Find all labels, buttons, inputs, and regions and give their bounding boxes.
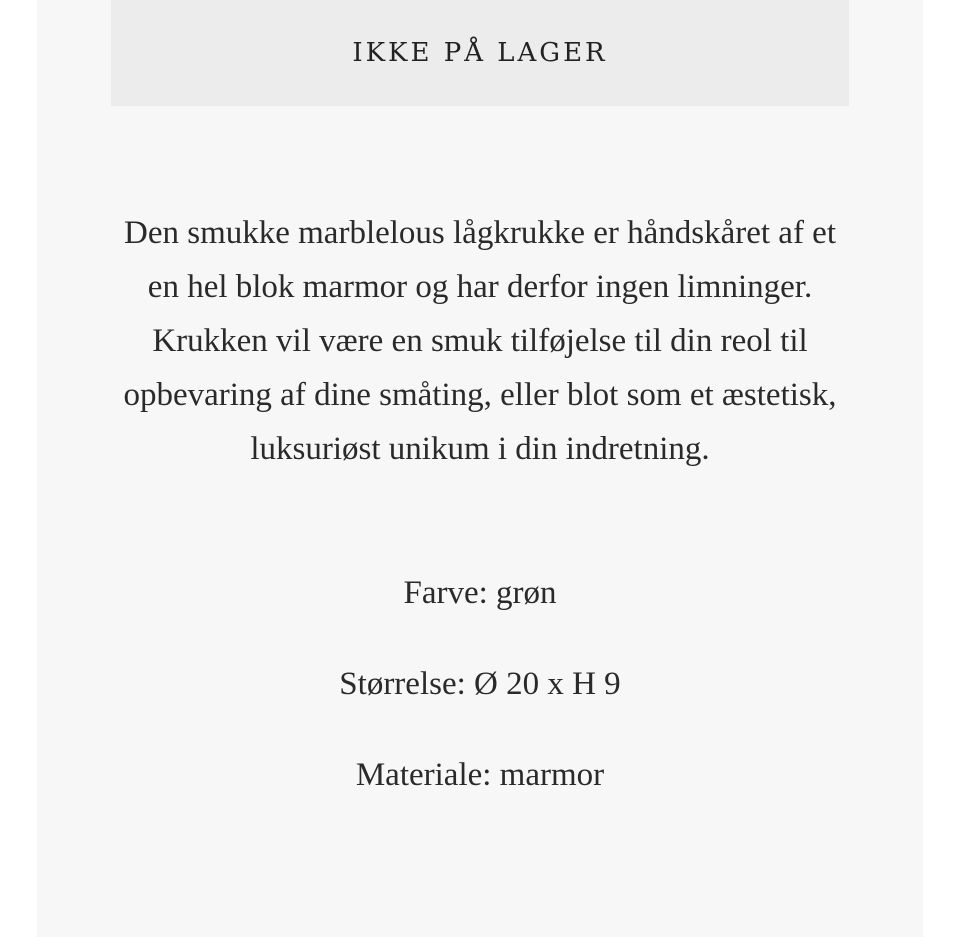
out-of-stock-button[interactable]: IKKE PÅ LAGER: [111, 0, 849, 106]
product-panel: [37, 0, 923, 937]
description-paragraph-2: Krukken vil være en smuk tilføjelse til din reol til opbevaring af dine småting, eller blot som et æstetisk, luksuriøst unikum i din indretning.: [123, 323, 837, 467]
spec-color: Farve: grøn: [403, 575, 557, 611]
product-description: [111, 206, 849, 476]
spec-material: Materiale: marmor: [355, 757, 605, 793]
description-paragraph-1: Den smukke marblelous lågkrukke er håndskåret af et en hel blok marmor og har derfor ingen limninger.: [124, 215, 836, 305]
spec-size: Størrelse: Ø 20 x H 9: [339, 666, 621, 702]
